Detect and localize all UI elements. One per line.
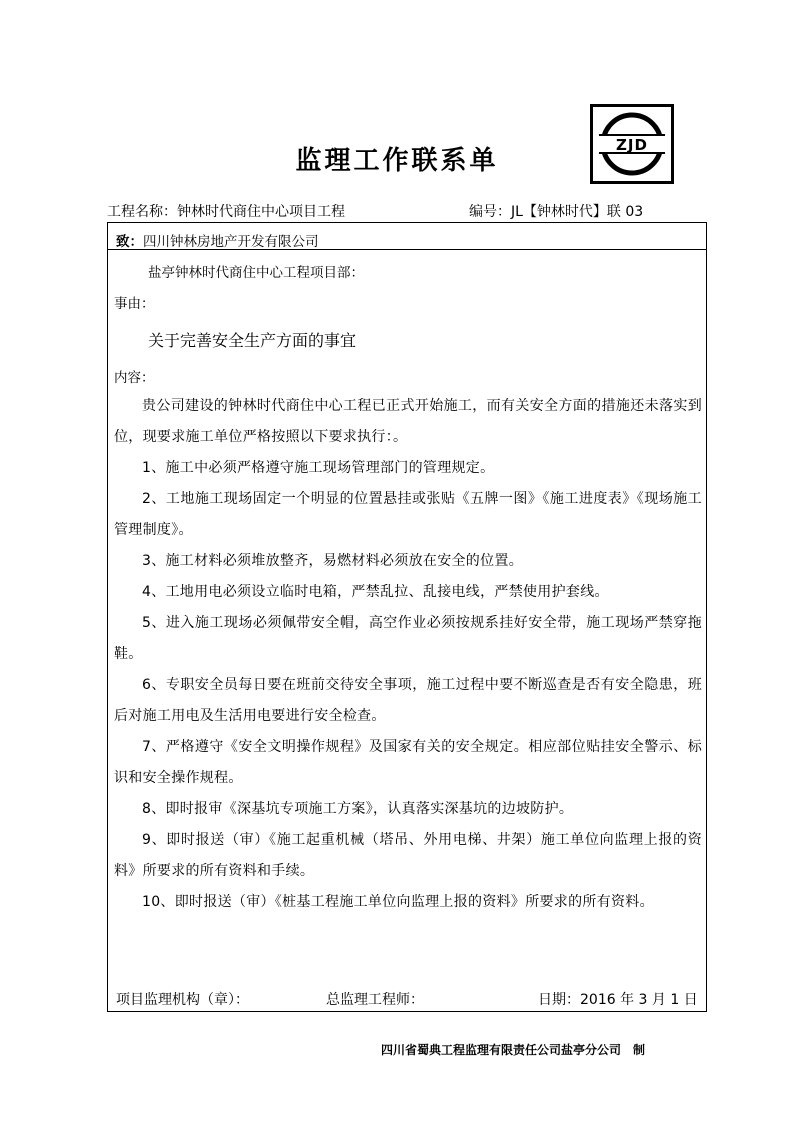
subject-text: 关于完善安全生产方面的事宜 [148,331,357,350]
content-item-8: 8、即时报审《深基坑专项施工方案》，认真落实深基坑的边坡防护。 [142,801,574,817]
recipient-company: 四川钟林房地产开发有限公司 [143,234,319,250]
supervision-org-seal: 项目监理机构（章）： [116,992,249,1008]
content-item-9: 9、即时报送（审）《施工起重机械（塔吊、外用电梯、井架）施工单位向监理上报的资料》所要求的所有资料和手续。 [114,832,702,879]
content-item-5: 5、进入施工现场必须佩带安全帽，高空作业必须按规系挂好安全带，施工现场严禁穿拖鞋。 [114,615,702,662]
issue-date: 日期：2016 年 3 月 1 日 [538,992,698,1008]
content-item-4: 4、工地用电必须设立临时电箱，严禁乱拉、乱接电线，严禁使用护套线。 [142,584,609,600]
document-number: 编号：JL【钟林时代】联 03 [469,204,644,220]
document-title: 监理工作联系单 [295,146,499,176]
content-paragraph-intro: 贵公司建设的钟林时代商住中心工程已正式开始施工，而有关安全方面的措施还未落实到位，现要求施工单位严格按照以下要求执行：。 [114,398,702,445]
divider [108,249,706,250]
subject-label: 事由： [114,296,155,312]
content-item-2: 2、工地施工现场固定一个明显的位置悬挂或张贴《五牌一图》《施工进度表》《现场施工管理制度》。 [114,491,702,538]
content-item-7: 7、严格遵守《安全文明操作规程》及国家有关的安全规定。相应部位贴挂安全警示、标识和安全操作规程。 [114,739,702,786]
content-item-3: 3、施工材料必须堆放整齐，易燃材料必须放在安全的位置。 [142,553,524,569]
producer-credit: 四川省蜀典工程监理有限责任公司盐亭分公司 制 [381,1043,646,1057]
content-item-1: 1、施工中必须严格遵守施工现场管理部门的管理规定。 [142,460,495,476]
logo-text: ZJD [616,136,648,154]
recipient-row [116,230,319,250]
chief-engineer-signature: 总监理工程师： [326,992,424,1008]
recipient-department: 盐亭钟林时代商住中心工程项目部： [148,265,364,281]
contact-form-table [107,222,707,1012]
project-name: 工程名称：钟林时代商住中心项目工程 [107,204,345,220]
content-label: 内容： [114,370,155,386]
to-label: 致： [116,234,143,250]
content-item-10: 10、即时报送（审）《桩基工程施工单位向监理上报的资料》所要求的所有资料。 [142,894,654,910]
content-item-6: 6、专职安全员每日要在班前交待安全事项，施工过程中要不断巡查是否有安全隐患，班后对施工用电及生活用电要进行安全检查。 [114,677,702,724]
